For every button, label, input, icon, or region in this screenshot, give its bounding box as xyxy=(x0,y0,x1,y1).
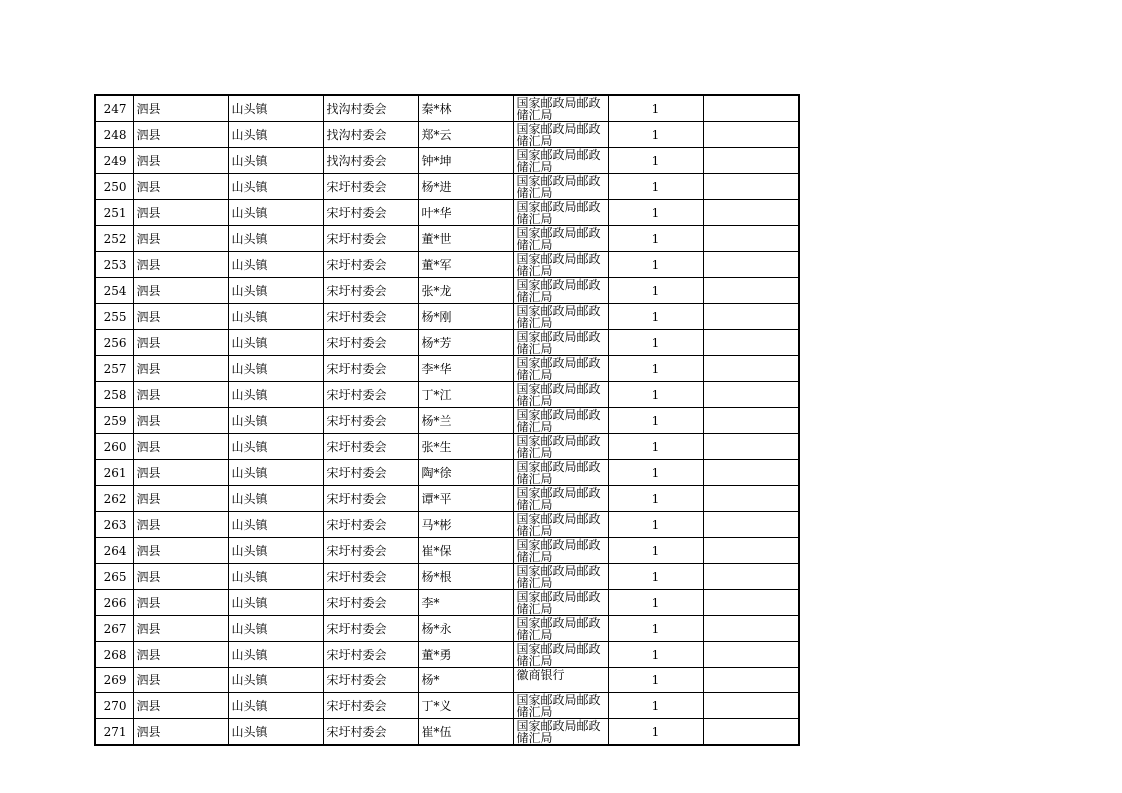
town-cell: 山头镇 xyxy=(228,382,323,408)
note-cell xyxy=(703,330,799,356)
village-cell: 找沟村委会 xyxy=(323,148,418,174)
bank-cell: 国家邮政局邮政储汇局 xyxy=(513,642,608,668)
village-cell: 宋圩村委会 xyxy=(323,304,418,330)
table-row xyxy=(95,382,799,408)
note-cell xyxy=(703,668,799,693)
note-cell xyxy=(703,174,799,200)
quantity-cell: 1 xyxy=(608,252,703,278)
county-cell: 泗县 xyxy=(133,148,228,174)
row-number-cell: 262 xyxy=(95,486,133,512)
village-cell: 宋圩村委会 xyxy=(323,174,418,200)
county-cell: 泗县 xyxy=(133,668,228,693)
person-name-cell: 杨*兰 xyxy=(418,408,513,434)
town-cell: 山头镇 xyxy=(228,564,323,590)
bank-cell: 国家邮政局邮政储汇局 xyxy=(513,382,608,408)
row-number-cell: 250 xyxy=(95,174,133,200)
village-cell: 找沟村委会 xyxy=(323,122,418,148)
village-cell: 宋圩村委会 xyxy=(323,486,418,512)
table-row xyxy=(95,200,799,226)
table-row xyxy=(95,252,799,278)
row-number-cell: 255 xyxy=(95,304,133,330)
row-number-cell: 252 xyxy=(95,226,133,252)
town-cell: 山头镇 xyxy=(228,719,323,746)
table-row xyxy=(95,148,799,174)
table-row xyxy=(95,330,799,356)
person-name-cell: 张*生 xyxy=(418,434,513,460)
table-body xyxy=(95,95,799,745)
county-cell: 泗县 xyxy=(133,252,228,278)
bank-cell: 国家邮政局邮政储汇局 xyxy=(513,408,608,434)
table-row xyxy=(95,174,799,200)
village-cell: 找沟村委会 xyxy=(323,95,418,122)
bank-cell: 国家邮政局邮政储汇局 xyxy=(513,486,608,512)
quantity-cell: 1 xyxy=(608,460,703,486)
note-cell xyxy=(703,304,799,330)
county-cell: 泗县 xyxy=(133,408,228,434)
quantity-cell: 1 xyxy=(608,590,703,616)
person-name-cell: 崔*伍 xyxy=(418,719,513,746)
person-name-cell: 丁*江 xyxy=(418,382,513,408)
quantity-cell: 1 xyxy=(608,304,703,330)
row-number-cell: 256 xyxy=(95,330,133,356)
village-cell: 宋圩村委会 xyxy=(323,693,418,719)
row-number-cell: 268 xyxy=(95,642,133,668)
note-cell xyxy=(703,252,799,278)
bank-cell: 国家邮政局邮政储汇局 xyxy=(513,356,608,382)
note-cell xyxy=(703,408,799,434)
table-row xyxy=(95,95,799,122)
row-number-cell: 260 xyxy=(95,434,133,460)
county-cell: 泗县 xyxy=(133,460,228,486)
bank-cell: 国家邮政局邮政储汇局 xyxy=(513,719,608,746)
village-cell: 宋圩村委会 xyxy=(323,330,418,356)
table-row xyxy=(95,719,799,746)
bank-cell: 国家邮政局邮政储汇局 xyxy=(513,252,608,278)
note-cell xyxy=(703,200,799,226)
village-cell: 宋圩村委会 xyxy=(323,382,418,408)
quantity-cell: 1 xyxy=(608,642,703,668)
note-cell xyxy=(703,460,799,486)
row-number-cell: 259 xyxy=(95,408,133,434)
person-name-cell: 陶*徐 xyxy=(418,460,513,486)
quantity-cell: 1 xyxy=(608,356,703,382)
table-row xyxy=(95,226,799,252)
bank-cell: 国家邮政局邮政储汇局 xyxy=(513,434,608,460)
county-cell: 泗县 xyxy=(133,512,228,538)
person-name-cell: 杨*芳 xyxy=(418,330,513,356)
row-number-cell: 248 xyxy=(95,122,133,148)
quantity-cell: 1 xyxy=(608,564,703,590)
row-number-cell: 263 xyxy=(95,512,133,538)
county-cell: 泗县 xyxy=(133,564,228,590)
row-number-cell: 269 xyxy=(95,668,133,693)
village-cell: 宋圩村委会 xyxy=(323,719,418,746)
person-name-cell: 杨*根 xyxy=(418,564,513,590)
note-cell xyxy=(703,616,799,642)
town-cell: 山头镇 xyxy=(228,304,323,330)
village-cell: 宋圩村委会 xyxy=(323,642,418,668)
village-cell: 宋圩村委会 xyxy=(323,590,418,616)
quantity-cell: 1 xyxy=(608,408,703,434)
bank-cell: 国家邮政局邮政储汇局 xyxy=(513,460,608,486)
county-cell: 泗县 xyxy=(133,538,228,564)
row-number-cell: 267 xyxy=(95,616,133,642)
table-row xyxy=(95,486,799,512)
person-name-cell: 丁*义 xyxy=(418,693,513,719)
village-cell: 宋圩村委会 xyxy=(323,356,418,382)
table-row xyxy=(95,278,799,304)
table-row xyxy=(95,512,799,538)
town-cell: 山头镇 xyxy=(228,486,323,512)
village-cell: 宋圩村委会 xyxy=(323,200,418,226)
table-row xyxy=(95,460,799,486)
quantity-cell: 1 xyxy=(608,434,703,460)
note-cell xyxy=(703,719,799,746)
row-number-cell: 253 xyxy=(95,252,133,278)
town-cell: 山头镇 xyxy=(228,95,323,122)
note-cell xyxy=(703,278,799,304)
note-cell xyxy=(703,95,799,122)
person-name-cell: 董*勇 xyxy=(418,642,513,668)
village-cell: 宋圩村委会 xyxy=(323,564,418,590)
table-row xyxy=(95,642,799,668)
person-name-cell: 董*世 xyxy=(418,226,513,252)
county-cell: 泗县 xyxy=(133,200,228,226)
row-number-cell: 251 xyxy=(95,200,133,226)
bank-cell: 国家邮政局邮政储汇局 xyxy=(513,174,608,200)
table-row xyxy=(95,564,799,590)
note-cell xyxy=(703,486,799,512)
bank-cell: 国家邮政局邮政储汇局 xyxy=(513,122,608,148)
bank-cell: 国家邮政局邮政储汇局 xyxy=(513,200,608,226)
town-cell: 山头镇 xyxy=(228,122,323,148)
person-name-cell: 张*龙 xyxy=(418,278,513,304)
table-row xyxy=(95,693,799,719)
quantity-cell: 1 xyxy=(608,174,703,200)
person-name-cell: 钟*坤 xyxy=(418,148,513,174)
quantity-cell: 1 xyxy=(608,668,703,693)
county-cell: 泗县 xyxy=(133,590,228,616)
quantity-cell: 1 xyxy=(608,486,703,512)
village-cell: 宋圩村委会 xyxy=(323,460,418,486)
village-cell: 宋圩村委会 xyxy=(323,668,418,693)
person-name-cell: 郑*云 xyxy=(418,122,513,148)
note-cell xyxy=(703,382,799,408)
town-cell: 山头镇 xyxy=(228,278,323,304)
note-cell xyxy=(703,356,799,382)
person-name-cell: 谭*平 xyxy=(418,486,513,512)
town-cell: 山头镇 xyxy=(228,512,323,538)
county-cell: 泗县 xyxy=(133,278,228,304)
town-cell: 山头镇 xyxy=(228,148,323,174)
quantity-cell: 1 xyxy=(608,616,703,642)
person-name-cell: 李*华 xyxy=(418,356,513,382)
bank-cell: 国家邮政局邮政储汇局 xyxy=(513,330,608,356)
row-number-cell: 265 xyxy=(95,564,133,590)
table-row xyxy=(95,304,799,330)
town-cell: 山头镇 xyxy=(228,174,323,200)
person-name-cell: 秦*林 xyxy=(418,95,513,122)
quantity-cell: 1 xyxy=(608,95,703,122)
bank-cell: 国家邮政局邮政储汇局 xyxy=(513,538,608,564)
county-cell: 泗县 xyxy=(133,174,228,200)
quantity-cell: 1 xyxy=(608,226,703,252)
row-number-cell: 257 xyxy=(95,356,133,382)
town-cell: 山头镇 xyxy=(228,330,323,356)
note-cell xyxy=(703,512,799,538)
person-name-cell: 杨*进 xyxy=(418,174,513,200)
quantity-cell: 1 xyxy=(608,719,703,746)
row-number-cell: 247 xyxy=(95,95,133,122)
town-cell: 山头镇 xyxy=(228,642,323,668)
note-cell xyxy=(703,434,799,460)
bank-cell: 国家邮政局邮政储汇局 xyxy=(513,278,608,304)
county-cell: 泗县 xyxy=(133,226,228,252)
quantity-cell: 1 xyxy=(608,148,703,174)
person-name-cell: 杨*刚 xyxy=(418,304,513,330)
bank-cell: 国家邮政局邮政储汇局 xyxy=(513,512,608,538)
village-cell: 宋圩村委会 xyxy=(323,512,418,538)
town-cell: 山头镇 xyxy=(228,616,323,642)
bank-cell: 国家邮政局邮政储汇局 xyxy=(513,616,608,642)
county-cell: 泗县 xyxy=(133,95,228,122)
county-cell: 泗县 xyxy=(133,486,228,512)
quantity-cell: 1 xyxy=(608,512,703,538)
table-row xyxy=(95,356,799,382)
table-row xyxy=(95,122,799,148)
bank-cell: 国家邮政局邮政储汇局 xyxy=(513,226,608,252)
person-name-cell: 杨* xyxy=(418,668,513,693)
bank-cell: 国家邮政局邮政储汇局 xyxy=(513,95,608,122)
bank-cell: 国家邮政局邮政储汇局 xyxy=(513,590,608,616)
person-name-cell: 崔*保 xyxy=(418,538,513,564)
row-number-cell: 258 xyxy=(95,382,133,408)
note-cell xyxy=(703,642,799,668)
town-cell: 山头镇 xyxy=(228,434,323,460)
town-cell: 山头镇 xyxy=(228,460,323,486)
village-cell: 宋圩村委会 xyxy=(323,278,418,304)
note-cell xyxy=(703,590,799,616)
quantity-cell: 1 xyxy=(608,538,703,564)
bank-cell: 国家邮政局邮政储汇局 xyxy=(513,693,608,719)
village-cell: 宋圩村委会 xyxy=(323,538,418,564)
county-cell: 泗县 xyxy=(133,642,228,668)
table-row xyxy=(95,616,799,642)
county-cell: 泗县 xyxy=(133,616,228,642)
bank-cell: 国家邮政局邮政储汇局 xyxy=(513,304,608,330)
quantity-cell: 1 xyxy=(608,200,703,226)
county-cell: 泗县 xyxy=(133,122,228,148)
town-cell: 山头镇 xyxy=(228,226,323,252)
bank-cell: 国家邮政局邮政储汇局 xyxy=(513,148,608,174)
town-cell: 山头镇 xyxy=(228,356,323,382)
row-number-cell: 270 xyxy=(95,693,133,719)
note-cell xyxy=(703,564,799,590)
bank-cell: 国家邮政局邮政储汇局 xyxy=(513,564,608,590)
village-cell: 宋圩村委会 xyxy=(323,434,418,460)
row-number-cell: 249 xyxy=(95,148,133,174)
town-cell: 山头镇 xyxy=(228,693,323,719)
row-number-cell: 254 xyxy=(95,278,133,304)
county-cell: 泗县 xyxy=(133,304,228,330)
quantity-cell: 1 xyxy=(608,693,703,719)
village-cell: 宋圩村委会 xyxy=(323,226,418,252)
note-cell xyxy=(703,226,799,252)
town-cell: 山头镇 xyxy=(228,408,323,434)
town-cell: 山头镇 xyxy=(228,200,323,226)
table-row xyxy=(95,590,799,616)
table-row xyxy=(95,408,799,434)
county-cell: 泗县 xyxy=(133,356,228,382)
county-cell: 泗县 xyxy=(133,330,228,356)
person-name-cell: 叶*华 xyxy=(418,200,513,226)
table-row xyxy=(95,668,799,693)
bank-cell: 徽商银行 xyxy=(513,668,608,693)
town-cell: 山头镇 xyxy=(228,538,323,564)
note-cell xyxy=(703,538,799,564)
quantity-cell: 1 xyxy=(608,382,703,408)
row-number-cell: 271 xyxy=(95,719,133,746)
person-name-cell: 李* xyxy=(418,590,513,616)
note-cell xyxy=(703,693,799,719)
town-cell: 山头镇 xyxy=(228,252,323,278)
person-name-cell: 杨*永 xyxy=(418,616,513,642)
county-cell: 泗县 xyxy=(133,434,228,460)
note-cell xyxy=(703,122,799,148)
quantity-cell: 1 xyxy=(608,330,703,356)
person-name-cell: 董*军 xyxy=(418,252,513,278)
village-cell: 宋圩村委会 xyxy=(323,252,418,278)
quantity-cell: 1 xyxy=(608,278,703,304)
row-number-cell: 266 xyxy=(95,590,133,616)
town-cell: 山头镇 xyxy=(228,668,323,693)
person-name-cell: 马*彬 xyxy=(418,512,513,538)
county-cell: 泗县 xyxy=(133,382,228,408)
county-cell: 泗县 xyxy=(133,693,228,719)
village-cell: 宋圩村委会 xyxy=(323,408,418,434)
note-cell xyxy=(703,148,799,174)
row-number-cell: 261 xyxy=(95,460,133,486)
quantity-cell: 1 xyxy=(608,122,703,148)
town-cell: 山头镇 xyxy=(228,590,323,616)
table-row xyxy=(95,538,799,564)
county-cell: 泗县 xyxy=(133,719,228,746)
roster-table xyxy=(94,94,800,746)
row-number-cell: 264 xyxy=(95,538,133,564)
table-row xyxy=(95,434,799,460)
village-cell: 宋圩村委会 xyxy=(323,616,418,642)
